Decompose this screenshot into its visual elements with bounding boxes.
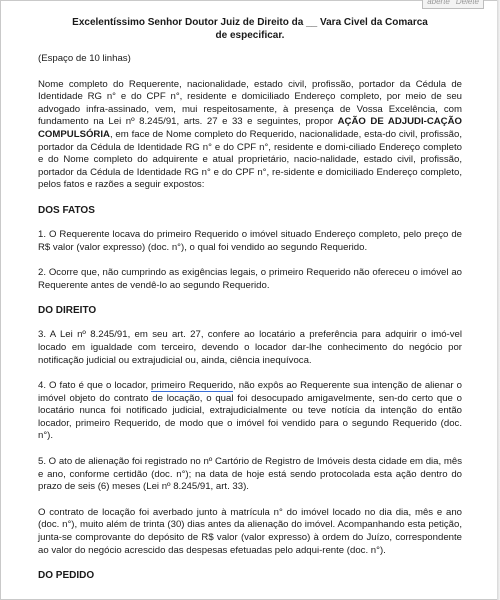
- edit-toolbar: [422, 0, 484, 9]
- space-note: (Espaço de 10 linhas): [38, 53, 131, 64]
- direito-4-start: 4. O fato é que o locador,: [38, 380, 152, 392]
- direito-4-end: , não expôs ao Requerente sua intenção de alienar o imóvel objeto do contrato de locação, o qual foi desocupado amigavelmente, sen-do certo que o locatário nunca foi notificado judicial, extrajudicialmente ou teve notícia da intenção do então locador, primeiro Requerido, de modo que o imóvel foi vendido para o segundo Requerido (doc. n°).: [38, 380, 462, 442]
- direito-paragraph-3: 3. A Lei nº 8.245/91, em seu art. 27, confere ao locatário a preferência para adquirir o imó-vel locado em igualdade com terceiro, devendo o locador dar-lhe conhecimento do negócio por notificação judicial ou extrajudicial ou, ainda, ciência inequívoca.: [38, 329, 462, 366]
- highlighted-text[interactable]: primeiro Requerido: [151, 380, 233, 392]
- section-heading-fatos: DOS FATOS: [38, 204, 95, 216]
- fatos-paragraph-2: 2. Ocorre que, não cumprindo as exigências legais, o primeiro Requerido não ofereceu o imóvel ao Requerente antes de vendê-lo ao segundo Requerido.: [38, 267, 462, 291]
- direito-paragraph-5: 5. O ato de alienação foi registrado no nº Cartório de Registro de Imóveis desta cidade em dia, mês e ano, conforme certidão (doc. n°); na data de hoje está sendo protocolada esta ação dentro do prazo de seis (6) meses (Lei nº 8.245/91, art. 33).: [38, 456, 462, 493]
- direito-paragraph-4: [38, 380, 462, 443]
- intro-text-end: , em face de Nome completo do Requerido, nacionalidade, esta-do civil, profissão, portador da Cédula de Identidade RG n° e do CPF n°, residente e domi-ciliado Endereço completo e do Nome completo do adquirente e atual proprietário, nacio-nalidade, estado civil, profissão, portador da Cédula de Identidade RG n° e do CPF n°, re-sidente e domiciliado Endereço completo, pelos fatos e razões a seguir expostos:: [38, 128, 462, 191]
- title-line-1: Excelentíssimo Senhor Doutor Juiz de Direito da __ Vara Civel da Comarca: [72, 17, 428, 28]
- section-heading-pedido: DO PEDIDO: [38, 570, 95, 582]
- title-line-2: de especificar.: [215, 29, 285, 41]
- intro-paragraph: [38, 79, 462, 192]
- direito-paragraph-6: O contrato de locação foi averbado junto à matrícula n° do imóvel locado no dia dia, mês e ano (doc. n°), muito além de trinta (30) dias antes da alienação do imóvel. Acompanhando esta petição, junta-se comprovante do depósito de R$ valor (valor expresso) à ordem do Juízo, correspondente ao valor do negócio acrescido das despesas efetuadas pelo adqui-rente (doc. n°).: [38, 506, 462, 556]
- intro-text-start: Nome completo do Requerente, nacionalidade, estado civil, profissão, portador da Cédula de Identidade RG n° e do CPF n°, residente e domiciliado Endereço completo, por meio de seu advogado infra-assinado, vem, mui respeitosamente, à presença de Vossa Excelência, com fundamento na Lei nº 8.245/91, arts. 27 e 33 e seguintes, propor: [38, 78, 462, 128]
- action-name: AÇÃO DE ADJUDI-CAÇÃO COMPULSÓRIA: [38, 116, 462, 140]
- document-body: [38, 17, 462, 594]
- toolbar-open-button[interactable]: aberte: [427, 0, 450, 6]
- section-heading-direito: DO DIREITO: [38, 305, 97, 317]
- document-title: [38, 17, 462, 42]
- toolbar-delete-button[interactable]: Delete: [455, 0, 479, 6]
- fatos-paragraph-1: 1. O Requerente locava do primeiro Requerido o imóvel situado Endereço completo, pelo preço de R$ valor (valor expresso) (doc. n°), o qual foi vendido ao segundo Requerido.: [38, 228, 462, 253]
